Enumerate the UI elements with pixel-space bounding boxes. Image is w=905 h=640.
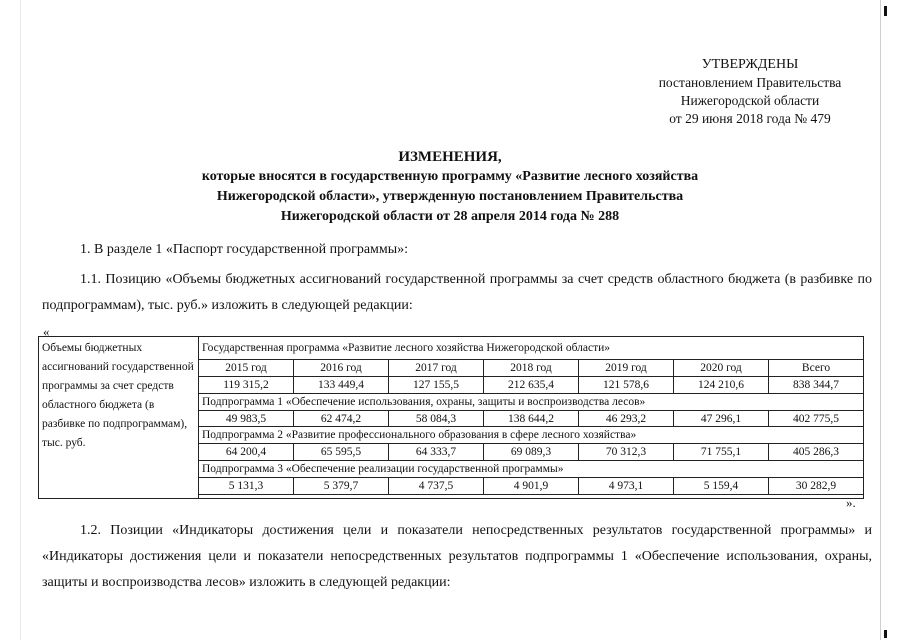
- table-bottom-gap: [199, 494, 864, 498]
- approval-line-3: от 29 июня 2018 года № 479: [669, 111, 831, 126]
- approval-block: [630, 56, 870, 128]
- title-line-3: Нижегородской области от 28 апреля 2014 года № 288: [280, 209, 620, 224]
- subprogram-2-value: 64 200,4: [199, 444, 294, 461]
- header-cell: 2015 год: [199, 360, 294, 377]
- header-cell: 2019 год: [579, 360, 674, 377]
- program-value: 119 315,2: [199, 376, 294, 393]
- program-value: 133 449,4: [294, 376, 389, 393]
- page-edge-right: [880, 0, 881, 640]
- title-line-2: Нижегородской области», утвержденную постановлением Правительства: [216, 189, 684, 204]
- subprogram-2-value: 405 286,3: [769, 444, 864, 461]
- subprogram-3-value: 4 973,1: [579, 477, 674, 494]
- title-main: ИЗМЕНЕНИЯ,: [398, 149, 502, 165]
- subprogram-3-value: 4 737,5: [389, 477, 484, 494]
- subprogram-3-value: 5 159,4: [674, 477, 769, 494]
- subprogram-3-value: 4 901,9: [484, 477, 579, 494]
- subprogram-3-value: 30 282,9: [769, 477, 864, 494]
- table-row-label: Объемы бюджетных ассигнований государственной программы за счет средств областного бюджета (в разбивке по подпрограммам), тыс. руб.: [39, 337, 199, 499]
- header-cell: 2018 год: [484, 360, 579, 377]
- subprogram-2-value: 70 312,3: [579, 444, 674, 461]
- program-value: 121 578,6: [579, 376, 674, 393]
- subprogram-1-value: 46 293,2: [579, 410, 674, 427]
- subprogram-1-value: 138 644,2: [484, 410, 579, 427]
- page-edge-left: [20, 0, 21, 640]
- quote-open: «: [43, 324, 50, 339]
- title-line-1: которые вносятся в государственную программу «Развитие лесного хозяйства: [201, 169, 699, 184]
- quote-close: ».: [846, 495, 856, 510]
- paragraph-1-2: 1.2. Позиции «Индикаторы достижения цели и показатели непосредственных результатов государственной программы» и «Индикаторы достижения цели и показатели непосредственных результатов подпрограммы 1 «Обеспечение использования, охраны, защиты и воспроизводства лесов» изложить в следующей редакции:: [42, 523, 872, 590]
- approval-line-1: постановлением Правительства: [658, 75, 842, 90]
- program-value: 124 210,6: [674, 376, 769, 393]
- subprogram-1-value: 402 775,5: [769, 410, 864, 427]
- paragraph-1: 1. В разделе 1 «Паспорт государственной программы»:: [80, 242, 409, 257]
- approval-line-2: Нижегородской области: [680, 93, 820, 108]
- subprogram-3-value: 5 379,7: [294, 477, 389, 494]
- subprogram-1-value: 47 296,1: [674, 410, 769, 427]
- header-cell: Всего: [769, 360, 864, 377]
- subprogram-2-value: 65 595,5: [294, 444, 389, 461]
- scan-mark-top: [884, 6, 887, 16]
- scan-mark-bottom: [884, 630, 887, 638]
- paragraph-1-1: 1.1. Позицию «Объемы бюджетных ассигнований государственной программы за счет средств областного бюджета (в разбивке по подпрограммам), тыс. руб.» изложить в следующей редакции:: [42, 272, 872, 313]
- subprogram-2-value: 71 755,1: [674, 444, 769, 461]
- approval-heading: УТВЕРЖДЕНЫ: [701, 57, 799, 72]
- header-cell: 2017 год: [389, 360, 484, 377]
- subprogram-2-value: 64 333,7: [389, 444, 484, 461]
- header-cell: 2016 год: [294, 360, 389, 377]
- subprogram-3-value: 5 131,3: [199, 477, 294, 494]
- header-cell: 2020 год: [674, 360, 769, 377]
- document-title: [60, 147, 840, 227]
- program-value: 212 635,4: [484, 376, 579, 393]
- subprogram-2-title: Подпрограмма 2 «Развитие профессионального образования в сфере лесного хозяйства»: [199, 427, 864, 444]
- subprogram-1-value: 62 474,2: [294, 410, 389, 427]
- program-value: 127 155,5: [389, 376, 484, 393]
- subprogram-3-title: Подпрограмма 3 «Обеспечение реализации государственной программы»: [199, 461, 864, 478]
- subprogram-1-value: 49 983,5: [199, 410, 294, 427]
- program-value: 838 344,7: [769, 376, 864, 393]
- subprogram-1-title: Подпрограмма 1 «Обеспечение использования, охраны, защиты и воспроизводства лесов»: [199, 393, 864, 410]
- budget-table: [38, 336, 864, 499]
- subprogram-1-value: 58 084,3: [389, 410, 484, 427]
- program-title: Государственная программа «Развитие лесного хозяйства Нижегородской области»: [199, 337, 864, 360]
- subprogram-2-value: 69 089,3: [484, 444, 579, 461]
